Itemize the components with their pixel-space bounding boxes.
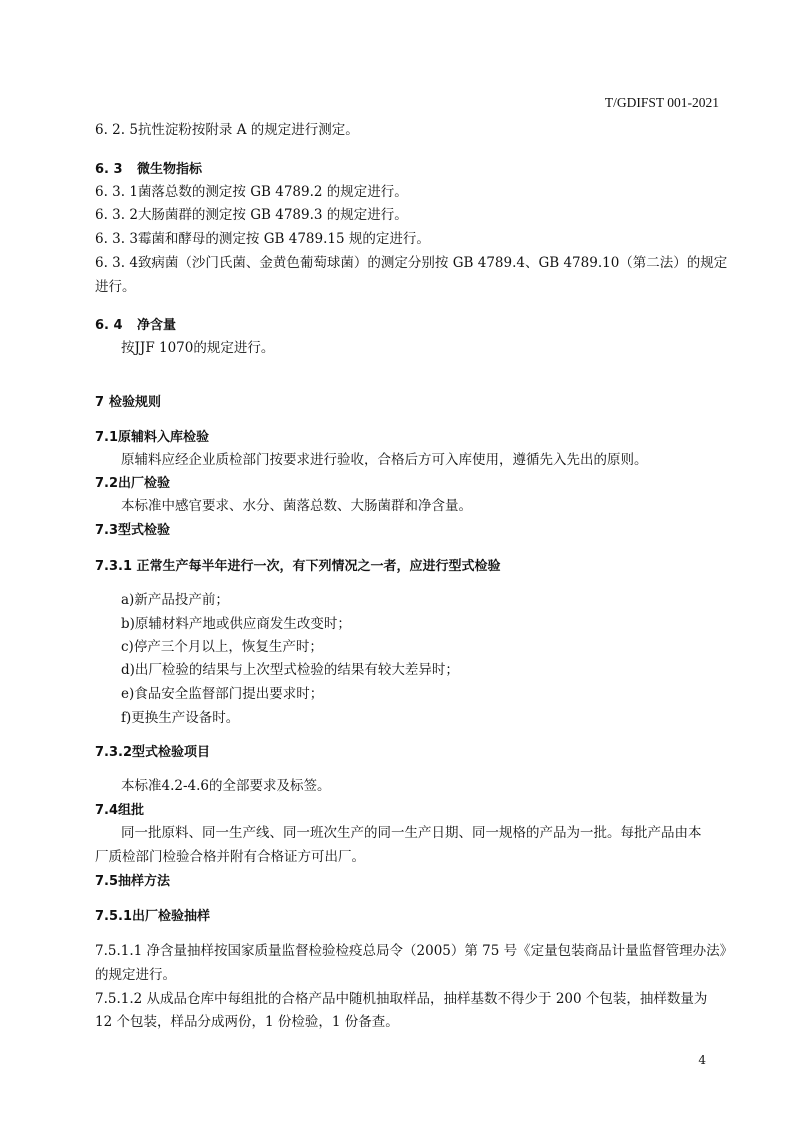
list-item-f: f)更换生产设备时。: [121, 710, 240, 726]
clause-6-3-4-cont: 进行。: [95, 279, 136, 295]
list-item-b: b)原辅材料产地或供应商发生改变时；: [121, 616, 351, 632]
clause-6-3-3: 6. 3. 3霉菌和酵母的测定按 GB 4789.15 规的定进行。: [95, 231, 430, 247]
clause-7-3-2-text: 本标准4.2-4.6的全部要求及标签。: [121, 778, 331, 794]
list-item-c: c)停产三个月以上，恢复生产时；: [121, 639, 323, 655]
clause-6-3-2: 6. 3. 2大肠菌群的测定按 GB 4789.3 的规定进行。: [95, 207, 408, 223]
clause-7-5-1-2-cont: 12 个包装，样品分成两份，1 份检验，1 份备查。: [95, 1014, 399, 1030]
list-item-e: e)食品安全监督部门提出要求时；: [121, 686, 324, 702]
heading-6-4: 6. 4 净含量: [95, 318, 177, 333]
heading-7-2: 7.2出厂检验: [95, 476, 171, 491]
clause-6-4-text: 按JJF 1070的规定进行。: [121, 340, 275, 356]
clause-7-5-1-1-cont: 的规定进行。: [95, 967, 176, 983]
heading-7-3: 7.3型式检验: [95, 523, 171, 538]
clause-6-2-5: 6. 2. 5抗性淀粉按附录 A 的规定进行测定。: [95, 122, 359, 138]
clause-7-4-text: 同一批原料、同一生产线、同一班次生产的同一生产日期、同一规格的产品为一批。每批产品由本: [121, 825, 702, 841]
clause-6-3-1: 6. 3. 1菌落总数的测定按 GB 4789.2 的规定进行。: [95, 184, 408, 200]
clause-7-2-text: 本标准中感官要求、水分、菌落总数、大肠菌群和净含量。: [121, 498, 472, 514]
list-item-a: a)新产品投产前；: [121, 592, 229, 608]
clause-7-5-1-2: 7.5.1.2 从成品仓库中每组批的合格产品中随机抽取样品，抽样基数不得少于 200 个包装，抽样数量为: [95, 991, 708, 1007]
clause-7-1-text: 原辅料应经企业质检部门按要求进行验收，合格后方可入库使用，遵循先入先出的原则。: [121, 452, 648, 468]
clause-7-5-1-1: 7.5.1.1 净含量抽样按国家质量监督检验检疫总局令（2005）第 75 号《定量包装商品计量监督管理办法》: [95, 943, 734, 959]
heading-7-3-2: 7.3.2型式检验项目: [95, 745, 211, 760]
document-code: T/GDIFST 001-2021: [604, 95, 719, 110]
page-number: 4: [698, 1053, 706, 1067]
clause-7-4-text-cont: 厂质检部门检验合格并附有合格证方可出厂。: [95, 849, 365, 865]
heading-7: 7 检验规则: [95, 395, 162, 410]
heading-7-4: 7.4组批: [95, 803, 145, 818]
list-item-d: d)出厂检验的结果与上次型式检验的结果有较大差异时；: [121, 662, 459, 678]
heading-7-1: 7.1原辅料入库检验: [95, 430, 210, 445]
heading-7-5-1: 7.5.1出厂检验抽样: [95, 909, 211, 924]
heading-6-3: 6. 3 微生物指标: [95, 162, 203, 177]
heading-7-3-1: 7.3.1 正常生产每半年进行一次，有下列情况之一者，应进行型式检验: [95, 559, 501, 574]
heading-7-5: 7.5抽样方法: [95, 874, 171, 889]
clause-6-3-4: 6. 3. 4致病菌（沙门氏菌、金黄色葡萄球菌）的测定分别按 GB 4789.4、GB 4789.10（第二法）的规定: [95, 255, 728, 271]
